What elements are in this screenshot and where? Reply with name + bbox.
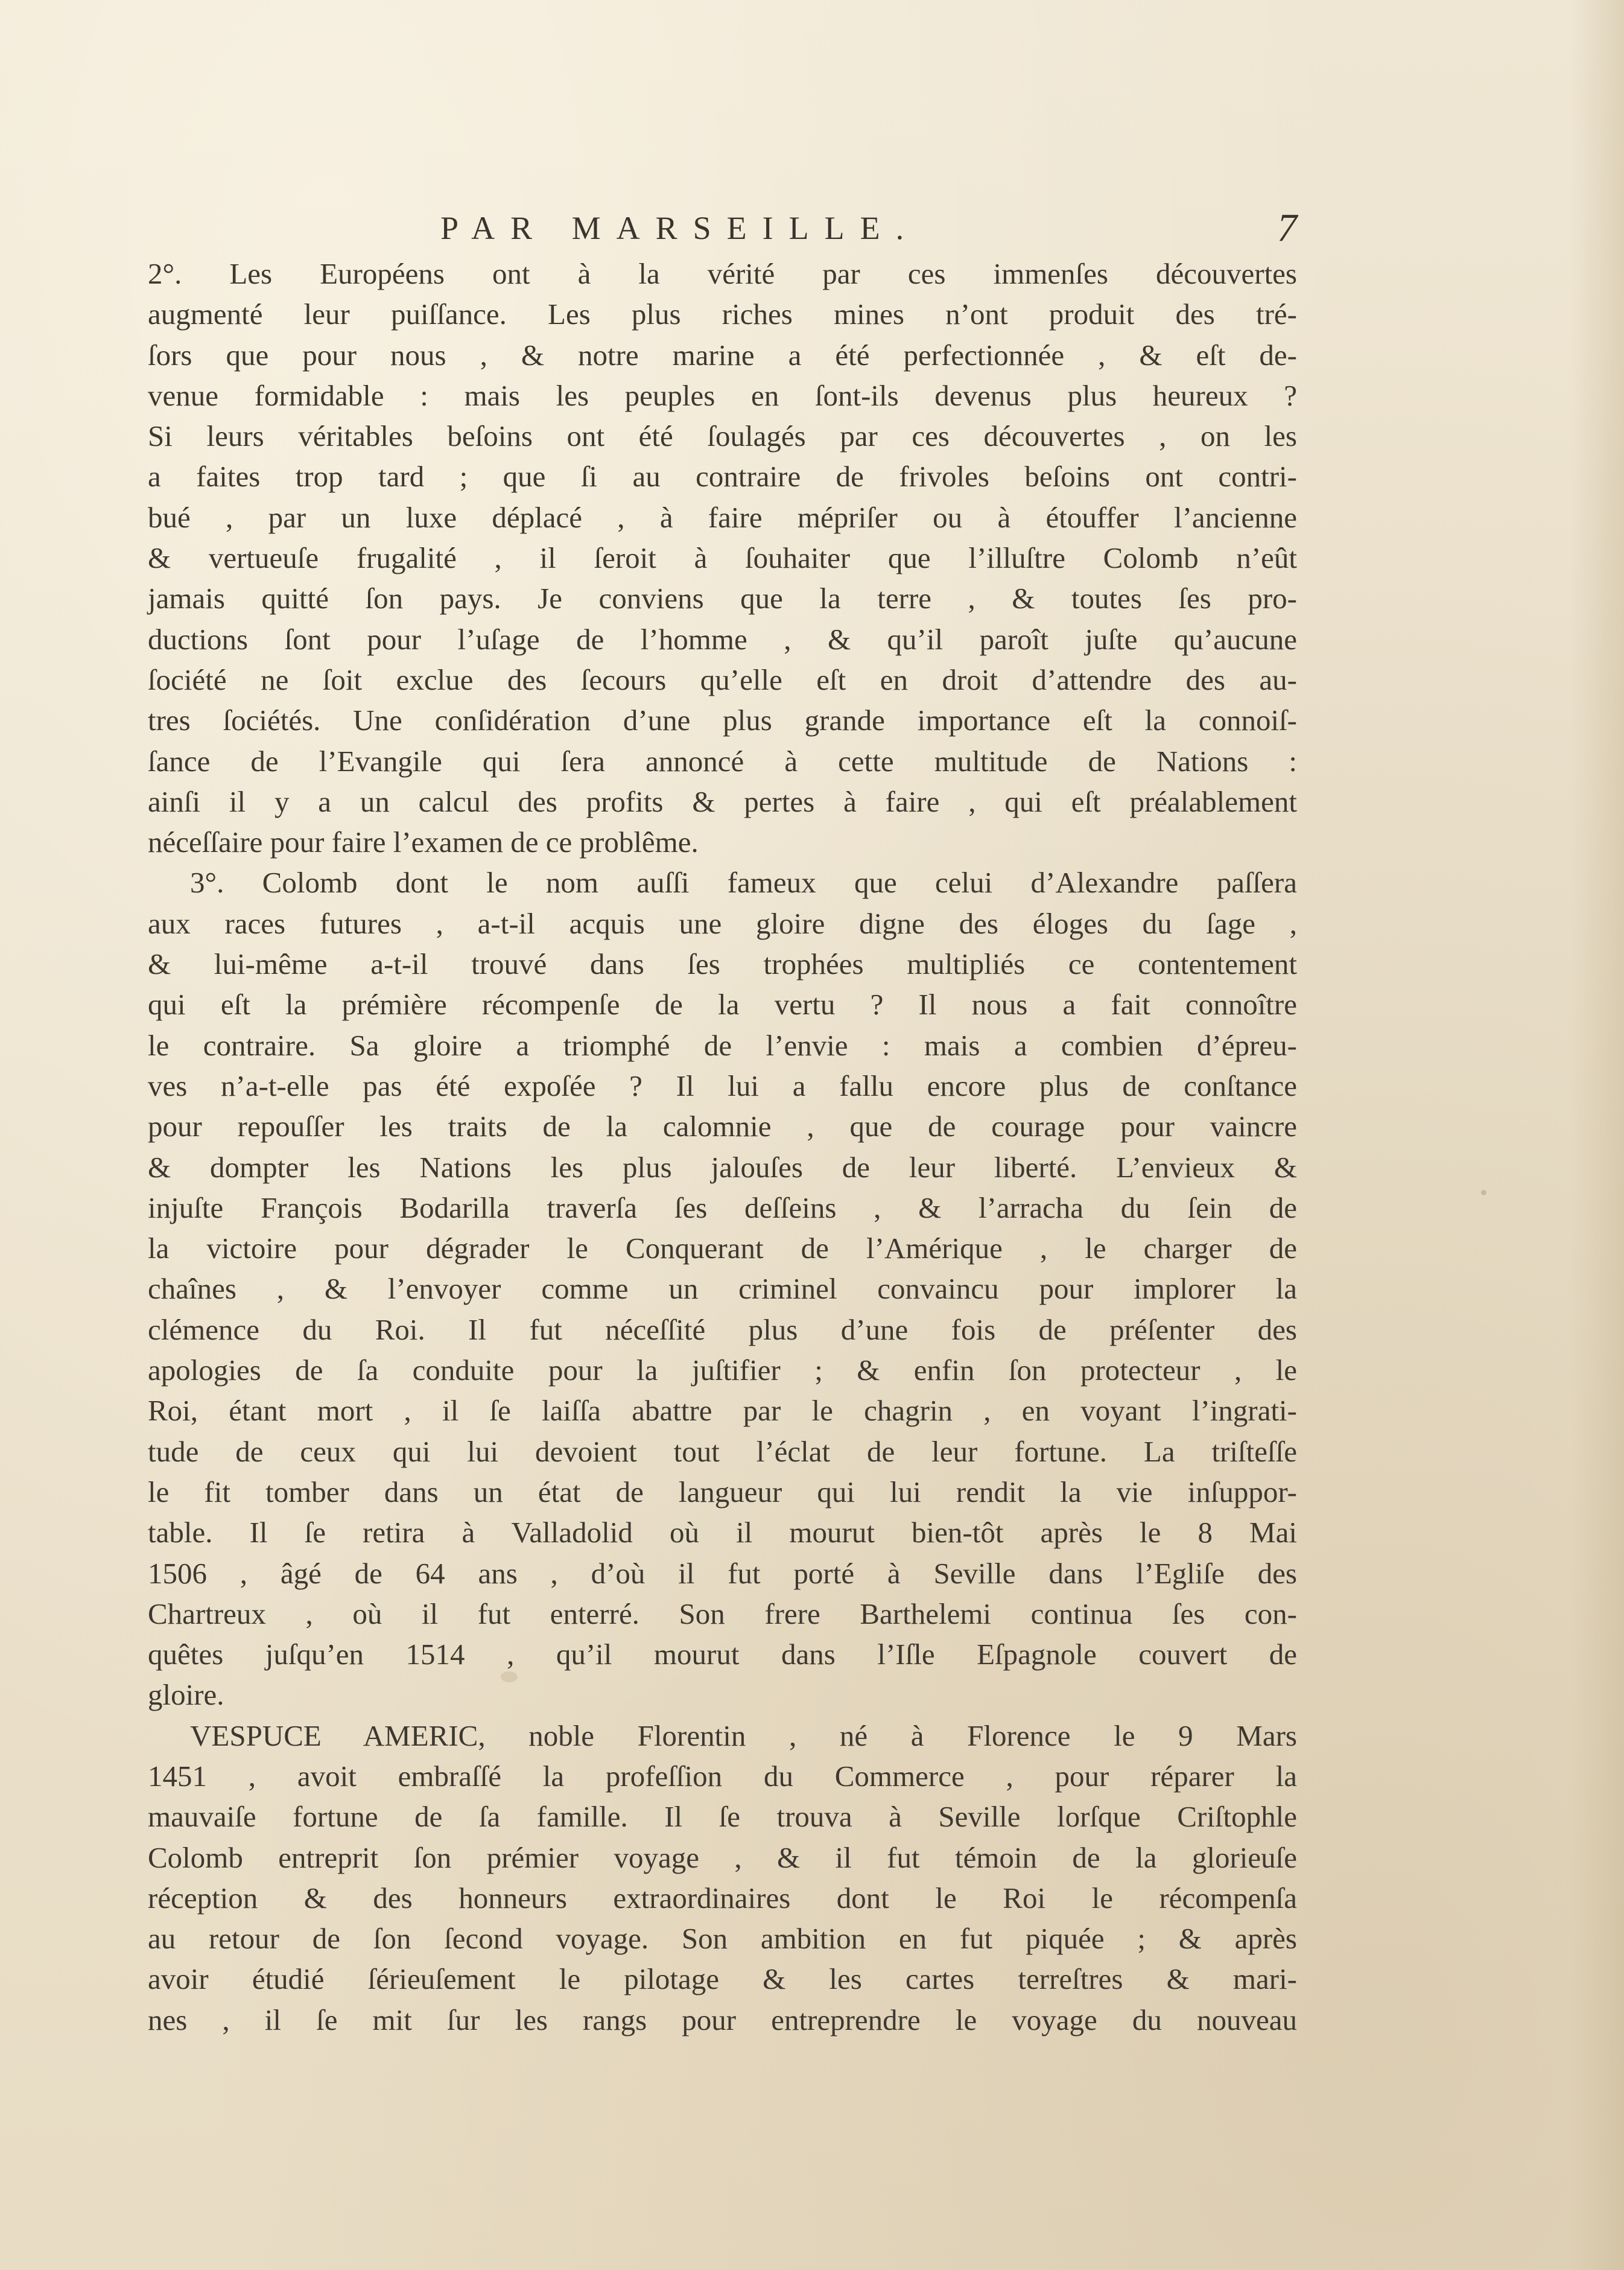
text-line: tres ſociétés. Une conſidération d’une plus grande importance eſt la connoiſ- bbox=[148, 704, 1297, 737]
text-line: 2°. Les Européens ont à la vérité par ces immenſes découvertes bbox=[148, 257, 1297, 290]
text-line: augmenté leur puiſſance. Les plus riches mines n’ont produit des tré- bbox=[148, 297, 1297, 331]
paper-speck bbox=[1481, 1190, 1486, 1195]
text-line: 1506 , âgé de 64 ans , d’où il fut porté à Seville dans l’Egliſe des bbox=[148, 1556, 1297, 1590]
text-line: Si leurs véritables beſoins ont été ſoulagés par ces découvertes , on les bbox=[148, 419, 1297, 453]
text-line: aux races futures , a-t-il acquis une gloire digne des éloges du ſage , bbox=[148, 906, 1297, 940]
text-line: ainſi il y a un calcul des profits & pertes à faire , qui eſt préalablement bbox=[148, 784, 1297, 818]
text-line: chaînes , & l’envoyer comme un criminel convaincu pour implorer la bbox=[148, 1272, 1297, 1306]
running-head bbox=[148, 204, 1297, 252]
text-line: venue formidable : mais les peuples en ſont-ils devenus plus heureux ? bbox=[148, 378, 1297, 412]
text-line: qui eſt la prémière récompenſe de la vertu ? Il nous a fait connoître bbox=[148, 988, 1297, 1022]
text-line: & vertueuſe frugalité , il ſeroit à ſouhaiter que l’illuſtre Colomb n’eût bbox=[148, 541, 1297, 575]
text-line: ſance de l’Evangile qui ſera annoncé à cette multitude de Nations : bbox=[148, 744, 1297, 778]
text-line: jamais quitté ſon pays. Je conviens que la terre , & toutes ſes pro- bbox=[148, 582, 1297, 615]
text-line: bué , par un luxe déplacé , à faire mépriſer ou à étouffer l’ancienne bbox=[148, 500, 1297, 534]
text-line: 3°. Colomb dont le nom auſſi fameux que celui d’Alexandre paſſera bbox=[190, 866, 1297, 900]
text-line: & lui-même a-t-il trouvé dans ſes trophées multipliés ce contentement bbox=[148, 947, 1297, 981]
text-line: mauvaiſe fortune de ſa famille. Il ſe trouva à Seville lorſque Criſtophle bbox=[148, 1800, 1297, 1834]
body-text bbox=[148, 253, 1297, 2040]
text-line: le contraire. Sa gloire a triomphé de l’envie : mais a combien d’épreu- bbox=[148, 1028, 1297, 1062]
text-line: Chartreux , où il fut enterré. Son frere Barthelemi continua ſes con- bbox=[148, 1597, 1297, 1630]
page-edge-shadow bbox=[1570, 0, 1624, 2270]
text-line: avoir étudié ſérieuſement le pilotage & les cartes terreſtres & mari- bbox=[148, 1962, 1297, 1996]
text-line: nes , il ſe mit ſur les rangs pour entreprendre le voyage du nouveau bbox=[148, 2003, 1297, 2036]
text-line: au retour de ſon ſecond voyage. Son ambition en fut piquée ; & après bbox=[148, 1922, 1297, 1956]
text-line: ductions ſont pour l’uſage de l’homme , & qu’il paroît juſte qu’aucune bbox=[148, 622, 1297, 656]
text-line: Colomb entreprit ſon prémier voyage , & il fut témoin de la glorieuſe bbox=[148, 1840, 1297, 1874]
text-line: table. Il ſe retira à Valladolid où il mourut bien-tôt après le 8 Mai bbox=[148, 1516, 1297, 1550]
text-line: injuſte François Bodarilla traverſa ſes deſſeins , & l’arracha du ſein de bbox=[148, 1191, 1297, 1224]
text-line: réception & des honneurs extraordinaires dont le Roi le récompenſa bbox=[148, 1881, 1297, 1915]
text-line: apologies de ſa conduite pour la juſtifier ; & enfin ſon protecteur , le bbox=[148, 1353, 1297, 1387]
text-line: ſors que pour nous , & notre marine a été perfectionnée , & eſt de- bbox=[148, 338, 1297, 372]
text-line: néceſſaire pour faire l’examen de ce problême. bbox=[148, 825, 699, 859]
text-line: Roi, étant mort , il ſe laiſſa abattre par le chagrin , en voyant l’ingrati- bbox=[148, 1394, 1297, 1428]
text-line: la victoire pour dégrader le Conquerant de l’Amérique , le charger de bbox=[148, 1232, 1297, 1265]
paper-speck bbox=[501, 1671, 518, 1682]
running-title: PAR MARSEILLE. bbox=[440, 210, 920, 246]
paragraph-point-3 bbox=[148, 862, 1297, 1715]
text-line: 1451 , avoit embraſſé la profeſſion du Commerce , pour réparer la bbox=[148, 1759, 1297, 1793]
text-line: VESPUCE AMERIC, noble Florentin , né à Florence le 9 Mars bbox=[190, 1718, 1297, 1752]
page-number: 7 bbox=[1277, 206, 1297, 250]
text-line: & dompter les Nations les plus jalouſes de leur liberté. L’envieux & bbox=[148, 1150, 1297, 1184]
text-line: ſociété ne ſoit exclue des ſecours qu’elle eſt en droit d’attendre des au- bbox=[148, 663, 1297, 696]
text-line: clémence du Roi. Il fut néceſſité plus d’une fois de préſenter des bbox=[148, 1312, 1297, 1346]
text-line: le fit tomber dans un état de langueur qui lui rendit la vie inſuppor- bbox=[148, 1475, 1297, 1509]
text-line: gloire. bbox=[148, 1678, 224, 1712]
text-line: tude de ceux qui lui devoient tout l’éclat de leur fortune. La triſteſſe bbox=[148, 1434, 1297, 1468]
text-line: quêtes juſqu’en 1514 , qu’il mourut dans l’Iſle Eſpagnole couvert de bbox=[148, 1638, 1297, 1671]
paragraph-point-2 bbox=[148, 253, 1297, 862]
text-line: ves n’a-t-elle pas été expoſée ? Il lui a fallu encore plus de conſtance bbox=[148, 1069, 1297, 1102]
text-line: a faites trop tard ; que ſi au contraire de frivoles beſoins ont contri- bbox=[148, 460, 1297, 494]
text-line: pour repouſſer les traits de la calomnie , que de courage pour vaincre bbox=[148, 1110, 1297, 1143]
paragraph-vespuce-americ bbox=[148, 1715, 1297, 2040]
